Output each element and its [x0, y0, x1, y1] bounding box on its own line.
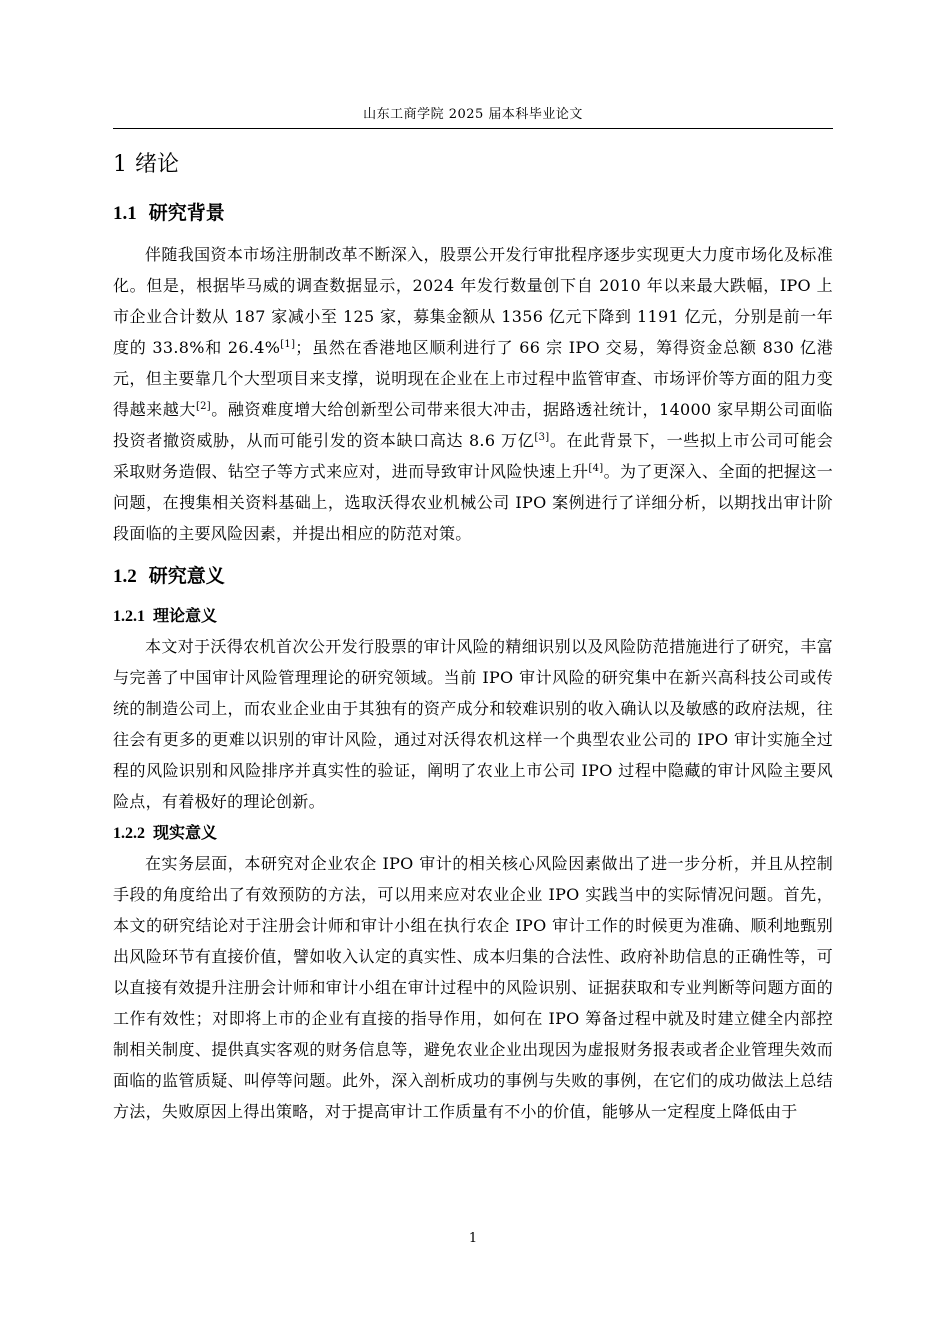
chapter-number: 1	[113, 152, 127, 177]
citation-ref: [2]	[195, 401, 212, 412]
section-title: 研究意义	[148, 565, 225, 587]
section-number: 1.1	[113, 203, 137, 224]
subsection-heading-1-2-2	[113, 819, 833, 848]
paragraph-text: 。在此背景下，一些拟上市公司可能会采取财务造假、钻空子等方式来应对，进而导致审计风险快速上升	[113, 431, 833, 481]
paragraph-text: 伴随我国资本市场注册制改革不断深入，股票公开发行审批程序逐步实现更大力度市场化及标准化。但是，根据毕马威的调查数据显示，2024 年发行数量创下自 2010 年以来最大跌幅，IPO 上市企业合计数从 187 家减小至 125 家，募集金额从 1356 亿元下降到 1191 亿元，分别是前一年度的 33.8%和 26.4%	[113, 245, 833, 357]
citation-ref: [1]	[280, 339, 296, 350]
section-heading-1-2	[113, 561, 833, 592]
paragraph-text: ；虽然在香港地区顺利进行了 66 宗 IPO 交易，筹得资金总额 830 亿港元，但主要靠几个大型项目来支撑，说明现在企业在上市过程中监管审查、市场评价等方面的阻力变得越来越大	[113, 338, 834, 419]
paragraph-text: 。融资难度增大给创新型公司带来很大冲击，据路透社统计，14000 家早期公司面临投资者撤资威胁，从而可能引发的资本缺口高达 8.6 万亿	[113, 400, 833, 450]
subsection-number: 1.2.2	[113, 825, 145, 842]
page-number: 1	[468, 1231, 478, 1246]
running-header: 山东工商学院 2025 届本科毕业论文	[363, 107, 583, 122]
subsection-number: 1.2.1	[113, 608, 145, 625]
citation-ref: [3]	[534, 432, 550, 443]
subsection-heading-1-2-1	[113, 602, 833, 631]
section-title: 研究背景	[148, 202, 225, 224]
paragraph-research-background	[113, 239, 833, 549]
section-number: 1.2	[113, 566, 137, 587]
page-content	[113, 146, 833, 1127]
paragraph-practical-significance: 在实务层面，本研究对企业农企 IPO 审计的相关核心风险因素做出了进一步分析，并且从控制手段的角度给出了有效预防的方法，可以用来应对农业企业 IPO 实践当中的实际情况问题。首先，本文的研究结论对于注册会计师和审计小组在执行农企 IPO 审计工作的时候更为准确、顺利地甄别出风险环节有直接价值，譬如收入认定的真实性、成本归集的合法性、政府补助信息的正确性等，可以直接有效提升注册会计师和审计小组在审计过程中的风险识别、证据获取和专业判断等问题方面的工作有效性；对即将上市的企业有直接的指导作用，如何在 IPO 筹备过程中就及时建立健全内部控制相关制度、提供真实客观的财务信息等，避免农业企业出现因为虚报财务报表或者企业管理失效而面临的监管质疑、叫停等问题。此外，深入剖析成功的事例与失败的事例，在它们的成功做法上总结方法，失败原因上得出策略，对于提高审计工作质量有不小的价值，能够从一定程度上降低由于	[113, 854, 833, 1121]
subsection-title: 现实意义	[153, 823, 218, 842]
header-rule	[113, 128, 833, 129]
section-heading-1-1	[113, 198, 833, 229]
paragraph-theoretical-significance: 本文对于沃得农机首次公开发行股票的审计风险的精细识别以及风险防范措施进行了研究，丰富与完善了中国审计风险管理理论的研究领域。当前 IPO 审计风险的研究集中在新兴高科技公司或传统的制造公司上，而农业企业由于其独有的资产成分和较难识别的收入确认以及敏感的政府法规，往往会有更多的更难以识别的审计风险，通过对沃得农机这样一个典型农业公司的 IPO 审计实施全过程的风险识别和风险排序并真实性的验证，阐明了农业上市公司 IPO 过程中隐藏的审计风险主要风险点，有着极好的理论创新。	[113, 637, 833, 811]
chapter-heading	[113, 146, 833, 186]
citation-ref: [4]	[588, 463, 604, 474]
paragraph-text: 。为了更深入、全面的把握这一问题，在搜集相关资料基础上，选取沃得农业机械公司 IPO 案例进行了详细分析，以期找出审计阶段面临的主要风险因素，并提出相应的防范对策。	[113, 462, 834, 543]
chapter-title: 绪论	[135, 152, 180, 177]
subsection-title: 理论意义	[153, 606, 218, 625]
